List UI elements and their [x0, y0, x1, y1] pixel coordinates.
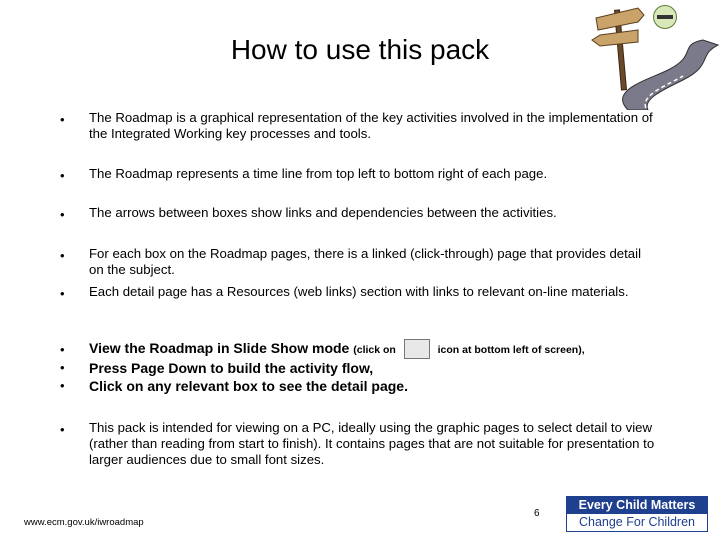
bullet-marker: • — [60, 112, 65, 127]
bullet-marker: • — [60, 422, 65, 437]
bullet-time-line: The Roadmap represents a time line from top left to bottom right of each page. — [89, 166, 548, 181]
slideshow-paren-start: (click on — [353, 344, 396, 356]
bullet-page-down: Press Page Down to build the activity flow, — [89, 360, 374, 376]
page-number: 6 — [534, 508, 540, 519]
roadmap-badge-icon — [653, 5, 677, 29]
slideshow-icon[interactable] — [404, 339, 430, 359]
bullet-pc-viewing: This pack is intended for viewing on a PC, ideally using the graphic pages to select detail to view (rather than reading from start to finish). It contains pages that are not suitable for presentation to larger audiences due to small font sizes. — [89, 420, 655, 467]
bullet-marker: • — [60, 342, 65, 357]
bullet-marker: • — [60, 378, 65, 393]
bullet-marker: • — [60, 360, 65, 375]
slideshow-instruction: View the Roadmap in Slide Show mode — [89, 340, 350, 356]
page-title: How to use this pack — [230, 34, 490, 65]
bullet-click-box: Click on any relevant box to see the detail page. — [89, 378, 408, 394]
bullet-roadmap-representation: The Roadmap is a graphical representation of the key activities involved in the implementation of the Integrated Working key processes and tools. — [89, 110, 653, 141]
bullet-marker: • — [60, 248, 65, 263]
bullet-linked-page: For each box on the Roadmap pages, there is a linked (click-through) page that provides detail on the subject. — [89, 246, 641, 277]
logo-top-text: Every Child Matters — [567, 497, 707, 514]
bullet-slideshow — [89, 339, 659, 359]
bullet-resources: Each detail page has a Resources (web links) section with links to relevant on-line materials. — [89, 284, 629, 299]
bullet-marker: • — [60, 286, 65, 301]
bullet-arrows: The arrows between boxes show links and dependencies between the activities. — [89, 205, 557, 220]
bullet-marker: • — [60, 207, 65, 222]
bullet-marker: • — [60, 168, 65, 183]
footer-url[interactable]: www.ecm.gov.uk/iwroadmap — [24, 517, 144, 528]
logo-bottom-text: Change For Children — [567, 514, 707, 531]
slideshow-paren-end: icon at bottom left of screen), — [437, 344, 585, 356]
ecm-logo — [566, 496, 708, 532]
